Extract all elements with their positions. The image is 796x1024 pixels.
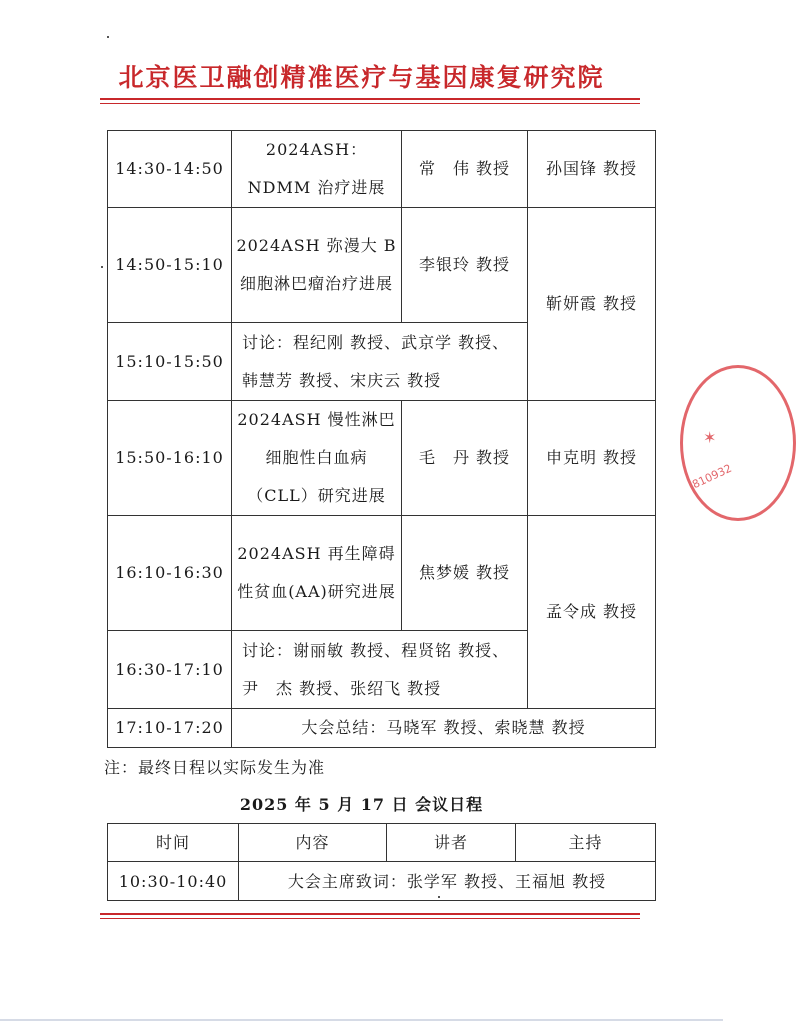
time-cell: 16:10-16:30 xyxy=(108,516,232,631)
time-cell: 10:30-10:40 xyxy=(108,862,239,901)
time-cell: 15:10-15:50 xyxy=(108,323,232,401)
scan-speck xyxy=(101,266,103,268)
content-cell: 大会主席致词：张学军 教授、王福旭 教授 xyxy=(239,862,656,901)
content-cell: 2024ASH 再生障碍性贫血(AA)研究进展 xyxy=(232,516,402,631)
official-seal xyxy=(680,365,796,521)
scan-edge xyxy=(0,1019,723,1021)
header-host: 主持 xyxy=(516,824,656,862)
time-cell: 14:30-14:50 xyxy=(108,131,232,208)
speaker-cell: 毛 丹 教授 xyxy=(402,401,528,516)
host-cell: 申克明 教授 xyxy=(528,401,656,516)
summary-cell: 大会总结：马晓军 教授、索晓慧 教授 xyxy=(232,709,656,748)
speaker-cell: 焦梦媛 教授 xyxy=(402,516,528,631)
table-row xyxy=(108,131,656,208)
time-cell: 15:50-16:10 xyxy=(108,401,232,516)
seal-number: 810932 xyxy=(690,461,734,492)
seal-star-icon: ✶ xyxy=(703,428,717,447)
schedule-table xyxy=(107,130,656,748)
scan-speck xyxy=(438,896,440,898)
schedule-note: 注：最终日程以实际发生为准 xyxy=(104,758,326,777)
table-header-row xyxy=(108,824,656,862)
host-cell: 孙国锋 教授 xyxy=(528,131,656,208)
table-row xyxy=(108,516,656,631)
table-row xyxy=(108,401,656,516)
discussion-cell: 讨论：程纪刚 教授、武京学 教授、韩慧芳 教授、宋庆云 教授 xyxy=(232,323,528,401)
header-speaker: 讲者 xyxy=(387,824,516,862)
footer-rule-bottom xyxy=(100,918,640,919)
content-cell: 2024ASH 弥漫大 B 细胞淋巴瘤治疗进展 xyxy=(232,208,402,323)
time-cell: 14:50-15:10 xyxy=(108,208,232,323)
header-rule-top xyxy=(100,98,640,100)
speaker-cell: 常 伟 教授 xyxy=(402,131,528,208)
header-time: 时间 xyxy=(108,824,239,862)
institute-title: 北京医卫融创精准医疗与基因康复研究院 xyxy=(118,63,605,92)
discussion-cell: 讨论：谢丽敏 教授、程贤铭 教授、尹 杰 教授、张绍飞 教授 xyxy=(232,631,528,709)
header-content: 内容 xyxy=(239,824,387,862)
scan-speck xyxy=(107,36,109,38)
content-cell: 2024ASH：NDMM 治疗进展 xyxy=(232,131,402,208)
content-cell: 2024ASH 慢性淋巴细胞性白血病（CLL）研究进展 xyxy=(232,401,402,516)
day2-title: 2025 年 5 月 17 日 会议日程 xyxy=(239,795,484,814)
time-cell: 17:10-17:20 xyxy=(108,709,232,748)
table-row xyxy=(108,709,656,748)
host-cell: 靳妍霞 教授 xyxy=(528,208,656,401)
table-row xyxy=(108,862,656,901)
speaker-cell: 李银玲 教授 xyxy=(402,208,528,323)
host-cell: 孟令成 教授 xyxy=(528,516,656,709)
table-row xyxy=(108,208,656,323)
footer-rule-top xyxy=(100,913,640,915)
day2-schedule-table xyxy=(107,823,656,901)
time-cell: 16:30-17:10 xyxy=(108,631,232,709)
header-rule-bottom xyxy=(100,103,640,104)
